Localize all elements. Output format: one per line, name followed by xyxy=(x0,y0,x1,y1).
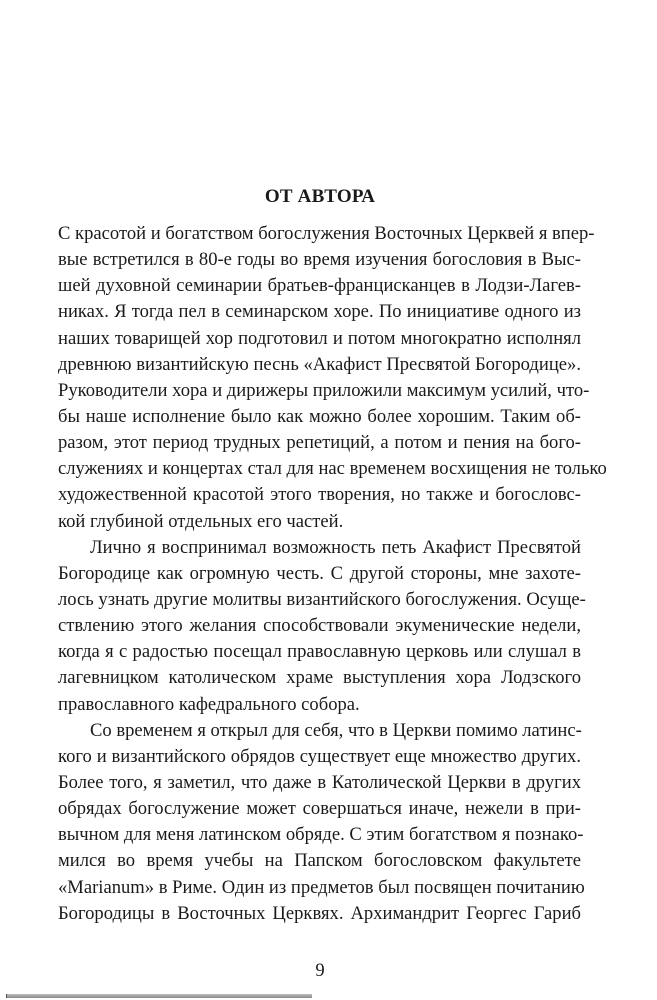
text-line: обрядах богослужение может совершаться иначе, нежели в при- xyxy=(58,798,581,820)
text-line: «Marianum» в Риме. Один из предметов был посвящен почитанию xyxy=(58,876,585,898)
text-line: мился во время учебы на Папском богословском факультете xyxy=(58,850,581,872)
text-line: бы наше исполнение было как можно более хорошим. Таким об- xyxy=(58,405,581,427)
text-line: Богородице как огромную честь. С другой стороны, мне захоте- xyxy=(58,562,581,584)
text-line: лагевницком католическом храме выступления хора Лодзского xyxy=(58,667,581,689)
text-line: разом, этот период трудных репетиций, а потом и пения на бого- xyxy=(58,432,581,454)
text-line: никах. Я тогда пел в семинарском хоре. По инициативе одного из xyxy=(58,301,581,323)
text-line: древнюю византийскую песнь «Акафист Пресвятой Богородице». xyxy=(58,353,581,375)
text-line: вычном для меня латинском обряде. С этим богатством я познако- xyxy=(58,824,584,846)
text-line: Руководители хора и дирижеры приложили максимум усилий, что- xyxy=(58,379,590,401)
text-line: Богородицы в Восточных Церквях. Архимандрит Георгес Гариб xyxy=(58,902,581,924)
text-line: художественной красотой этого творения, но также и богословс- xyxy=(58,484,581,506)
text-line: когда я с радостью посещал православную церковь или слушал в xyxy=(58,641,581,663)
page-title: ОТ АВТОРА xyxy=(264,186,376,207)
text-line: Со временем я открыл для себя, что в Церкви помимо латинс- xyxy=(90,719,582,741)
text-line: кого и византийского обрядов существует еще множество других. xyxy=(58,745,581,767)
body-text xyxy=(58,221,607,927)
text-line: ствлению этого желания способствовали экуменические недели, xyxy=(58,615,581,637)
text-line: кой глубиной отдельных его частей. xyxy=(58,510,344,532)
text-line: вые встретился в 80-е годы во время изучения богословия в Выс- xyxy=(58,249,581,271)
page-number: 9 xyxy=(315,960,325,981)
text-line: лось узнать другие молитвы византийского богослужения. Осуще- xyxy=(58,588,586,610)
text-line: Лично я воспринимал возможность петь Акафист Пресвятой xyxy=(90,536,581,558)
text-line: Более того, я заметил, что даже в Католической Церкви в других xyxy=(58,771,581,793)
text-line: С красотой и богатством богослужения Восточных Церквей я впер- xyxy=(58,223,595,244)
text-line: наших товарищей хор подготовил и потом многократно исполнял xyxy=(58,327,581,349)
text-line: православного кафедрального собора. xyxy=(58,693,360,715)
text-line: шей духовной семинарии братьев-францисканцев в Лодзи-Лагев- xyxy=(58,275,581,297)
text-line: служениях и концертах стал для нас временем восхищения не только xyxy=(58,458,607,480)
scan-edge-artifact xyxy=(6,994,312,998)
